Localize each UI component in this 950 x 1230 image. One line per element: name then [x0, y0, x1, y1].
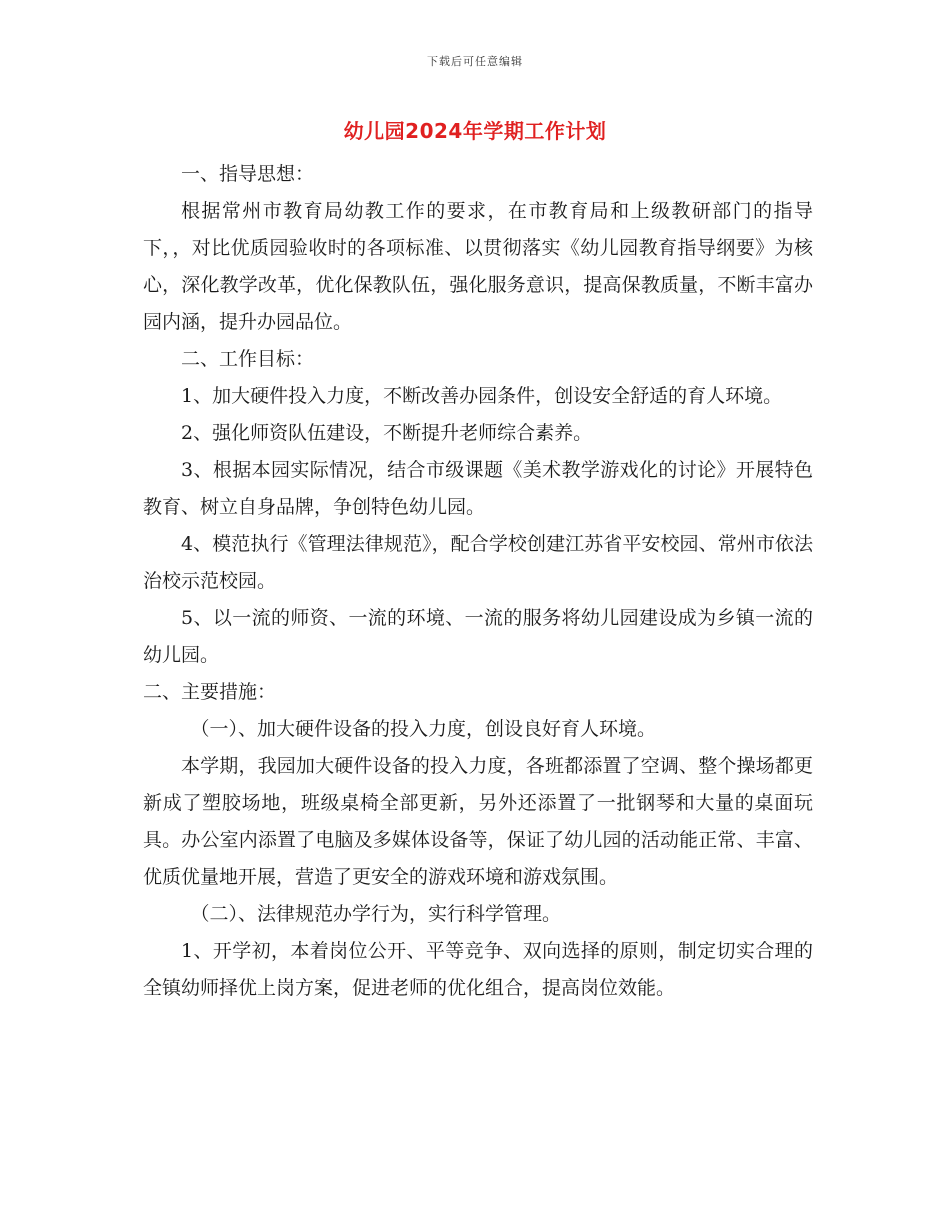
goal-item-2: 2、强化师资队伍建设，不断提升老师综合素养。: [181, 422, 593, 444]
goal-item-5: 5、以一流的师资、一流的环境、一流的服务将幼儿园建设成为乡镇一流的幼儿园。: [143, 607, 813, 666]
goal-item-1: 1、加大硬件投入力度，不断改善办园条件，创设安全舒适的育人环境。: [181, 385, 783, 407]
paragraph-hardware: 本学期，我园加大硬件设备的投入力度，各班都添置了空调、整个操场都更新成了塑胶场地，班级桌椅全部更新，另外还添置了一批钢琴和大量的桌面玩具。办公室内添置了电脑及多媒体设备等，保证了幼儿园的活动能正常、丰富、优质优量地开展，营造了更安全的游戏环境和游戏氛围。: [143, 755, 813, 888]
document-title: 幼儿园2024年学期工作计划: [343, 119, 607, 143]
section-heading-guiding-ideology: 一、指导思想：: [181, 163, 315, 185]
subsection-heading-hardware: （一）、加大硬件设备的投入力度，创设良好育人环境。: [190, 718, 657, 740]
subsection-heading-management: （二）、法律规范办学行为，实行科学管理。: [190, 903, 562, 925]
section-heading-work-goals: 二、工作目标：: [181, 348, 315, 370]
goal-item-3: 3、根据本园实际情况，结合市级课题《美术教学游戏化的讨论》开展特色教育、树立自身品牌，争创特色幼儿园。: [143, 459, 813, 518]
paragraph-management-item-1: 1、开学初，本着岗位公开、平等竞争、双向选择的原则，制定切实合理的全镇幼师择优上岗方案，促进老师的优化组合，提高岗位效能。: [143, 940, 813, 999]
header-note: 下载后可任意编辑: [427, 55, 523, 68]
document-body: [143, 156, 813, 1007]
goal-item-4: 4、模范执行《管理法律规范》，配合学校创建江苏省平安校园、常州市依法治校示范校园。: [143, 533, 813, 592]
paragraph-guiding-ideology: 根据常州市教育局幼教工作的要求，在市教育局和上级教研部门的指导下，，对比优质园验收时的各项标准、以贯彻落实《幼儿园教育指导纲要》为核心，深化教学改革，优化保教队伍，强化服务意识，提高保教质量，不断丰富办园内涵，提升办园品位。: [143, 200, 813, 333]
section-heading-main-measures: 二、主要措施：: [143, 681, 277, 703]
